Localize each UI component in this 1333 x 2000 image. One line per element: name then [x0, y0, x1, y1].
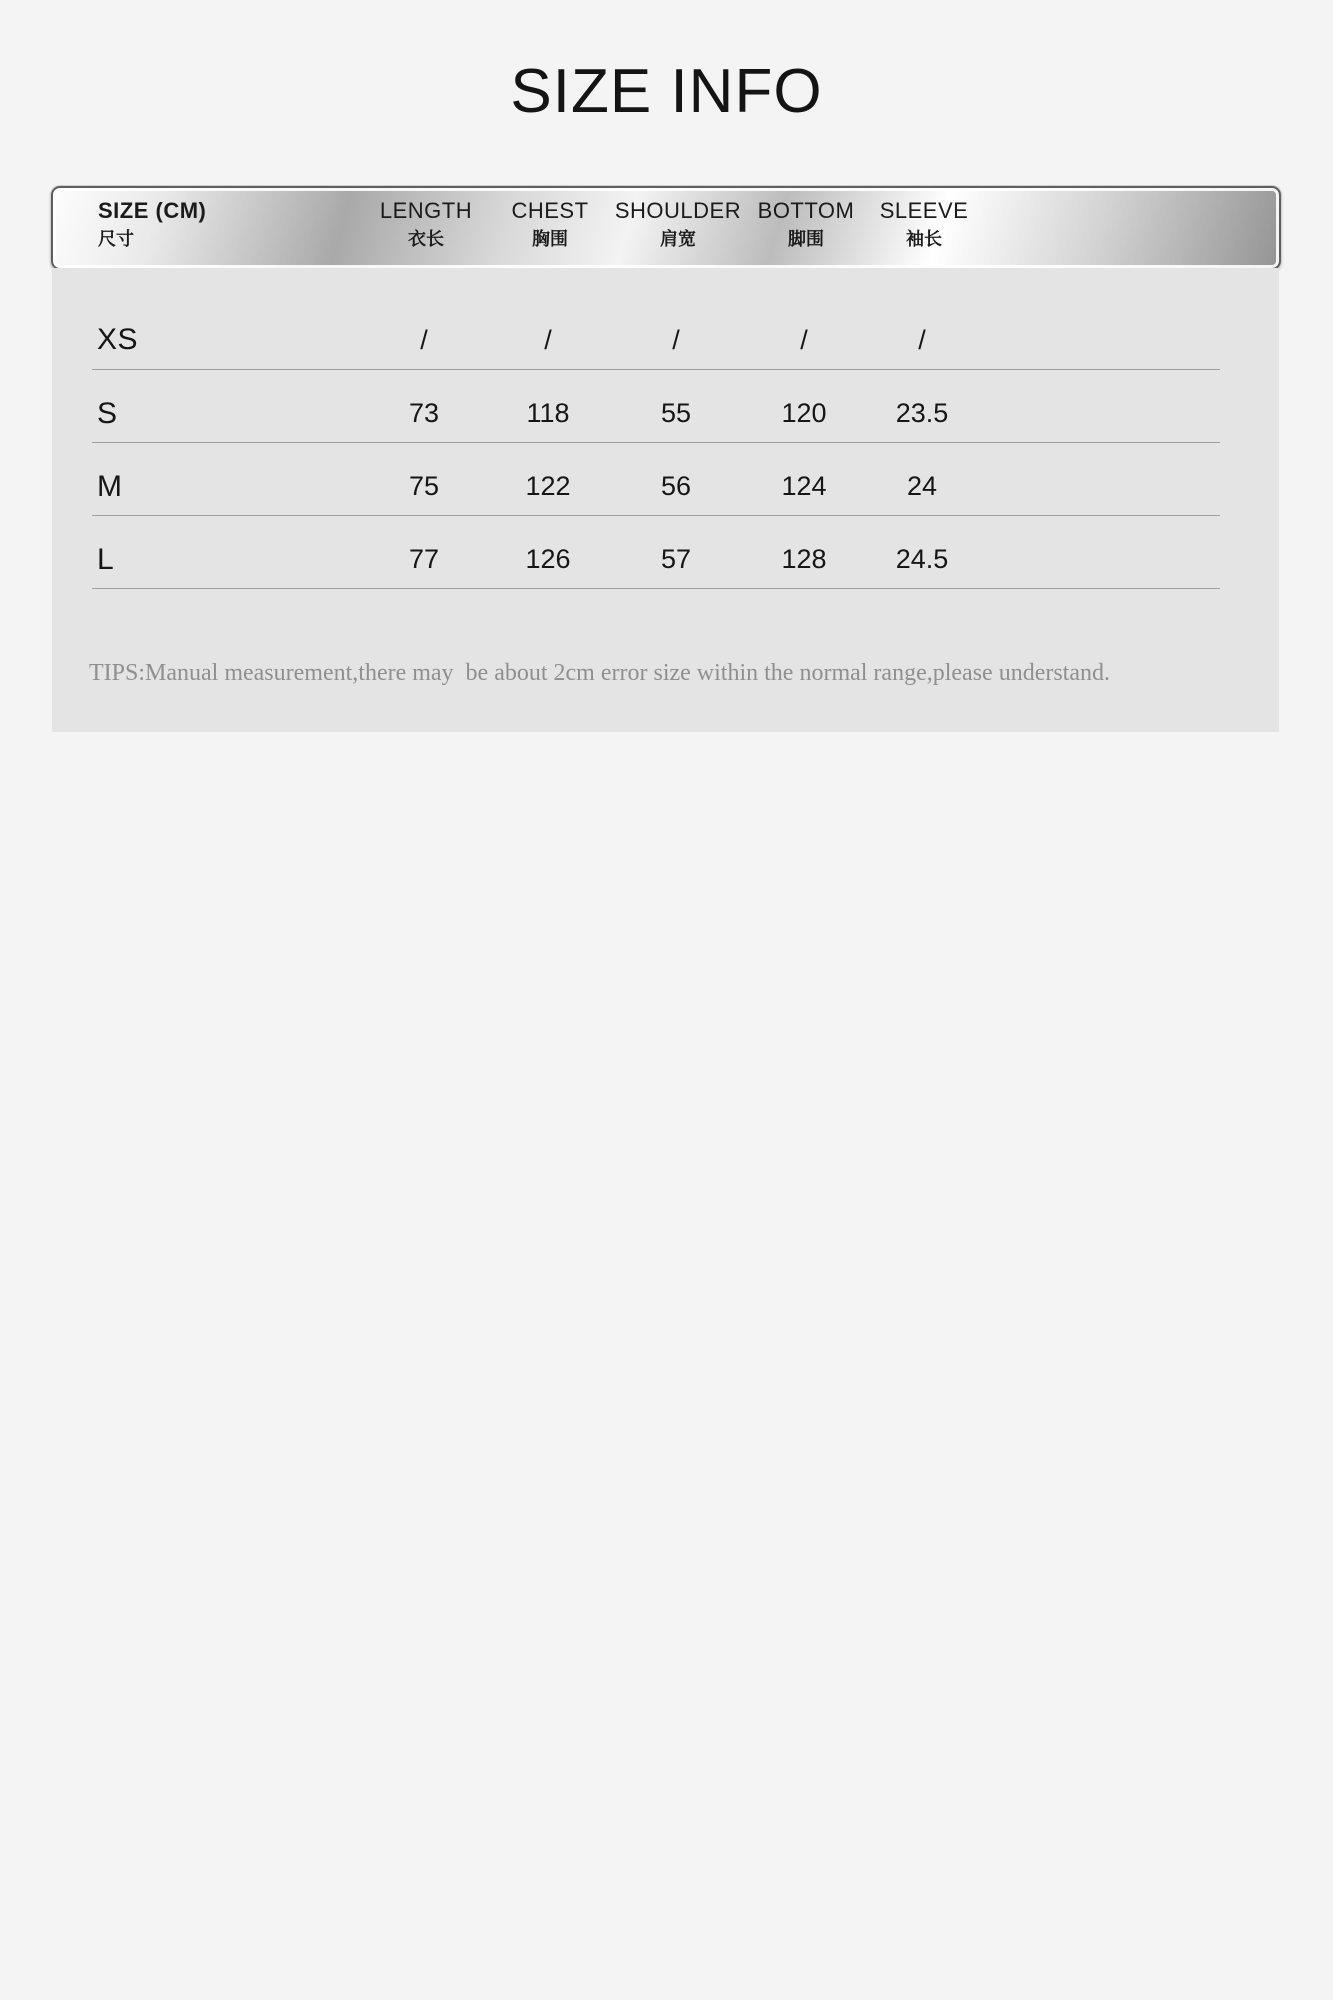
- size-label: L: [97, 542, 115, 576]
- table-row-l: [52, 516, 1279, 589]
- sleeve-value: 23.5: [895, 398, 949, 428]
- length-value: 77: [408, 544, 440, 574]
- header-bottom-zh: 脚围: [788, 229, 824, 249]
- bottom-value: 124: [781, 471, 827, 501]
- sleeve-value: /: [918, 324, 926, 355]
- header-bottom-en: BOTTOM: [757, 198, 855, 223]
- length-value: 73: [408, 398, 440, 428]
- header-chest-en: CHEST: [511, 198, 589, 223]
- bottom-value: 128: [781, 544, 827, 574]
- chest-value: 118: [526, 398, 570, 428]
- size-label: M: [97, 469, 123, 503]
- table-row-s: [52, 370, 1279, 443]
- header-col-sleeve: [868, 198, 980, 251]
- sleeve-value: 24.5: [895, 544, 949, 574]
- header-length-zh: 衣长: [408, 229, 444, 249]
- header-sleeve-en: SLEEVE: [879, 198, 969, 223]
- header-size-zh: 尺寸: [98, 229, 134, 249]
- header-size-en: SIZE (CM): [98, 198, 207, 223]
- header-col-length: [364, 198, 488, 251]
- header-chest-zh: 胸围: [532, 229, 568, 249]
- header-sleeve-zh: 袖长: [906, 229, 942, 249]
- length-value: 75: [408, 471, 440, 501]
- header-size-cm: [54, 198, 364, 251]
- chest-value: 122: [525, 471, 571, 501]
- table-row-m: [52, 443, 1279, 516]
- table-row-xs: [52, 268, 1279, 370]
- shoulder-value: /: [672, 324, 680, 355]
- bottom-value: /: [800, 324, 808, 355]
- size-label: S: [97, 396, 118, 430]
- tips-note: TIPS:Manual measurement,there may be about 2cm error size within the normal range,please understand.: [89, 660, 1110, 686]
- length-value: /: [420, 324, 428, 355]
- header-shoulder-en: SHOULDER: [614, 198, 742, 223]
- shoulder-value: 57: [660, 544, 692, 574]
- header-shoulder-zh: 肩宽: [660, 229, 696, 249]
- chest-value: 126: [525, 544, 571, 574]
- header-col-shoulder: [612, 198, 744, 251]
- header-col-bottom: [744, 198, 868, 251]
- chest-value: /: [544, 324, 552, 355]
- header-row: [53, 188, 1279, 268]
- bottom-value: 120: [781, 398, 827, 428]
- size-table-header-bar: [51, 186, 1281, 270]
- sleeve-value: 24: [906, 471, 938, 501]
- header-col-chest: [488, 198, 612, 251]
- shoulder-value: 55: [660, 398, 692, 428]
- size-label: XS: [97, 323, 139, 356]
- header-length-en: LENGTH: [379, 198, 473, 223]
- shoulder-value: 56: [660, 471, 692, 501]
- page-title: SIZE INFO: [510, 57, 823, 126]
- size-table-panel: [52, 268, 1279, 732]
